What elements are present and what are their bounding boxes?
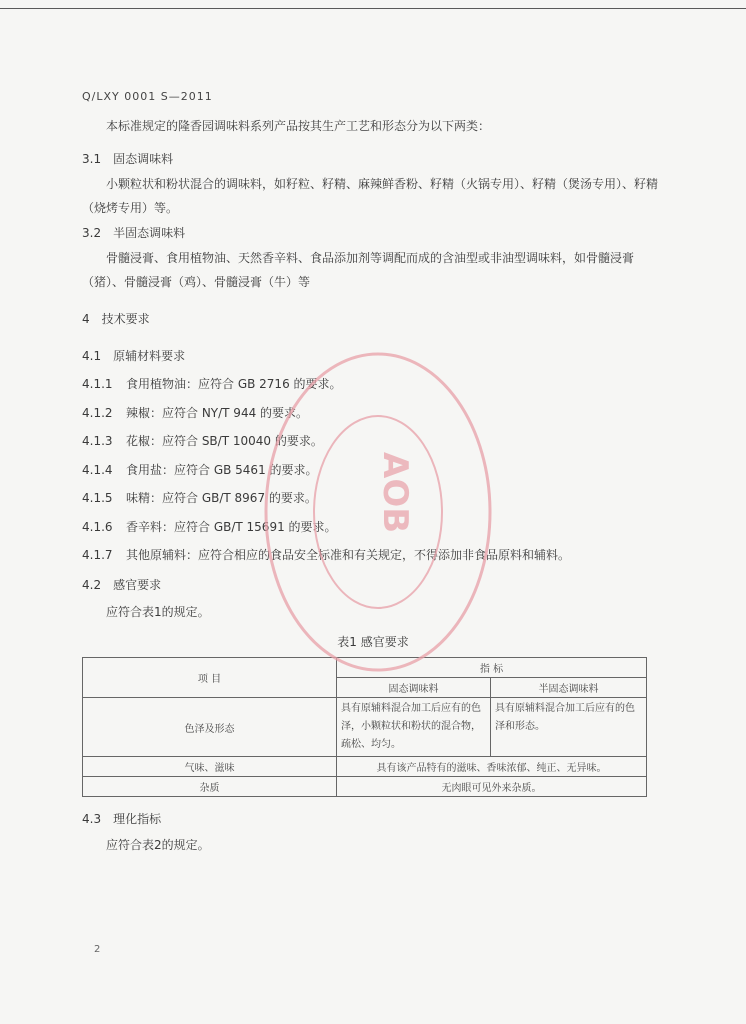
section-title: 半固态调味料 xyxy=(113,226,186,240)
section-4-2-text: 应符合表1的规定。 xyxy=(106,605,210,619)
clause-4-1-7 xyxy=(82,546,570,563)
section-number: 3.1 xyxy=(82,152,102,166)
clause-number: 4.1.5 xyxy=(82,491,113,505)
table-row xyxy=(83,698,647,757)
clause-number: 4.1.4 xyxy=(82,463,113,477)
row-item: 杂质 xyxy=(83,777,337,797)
row-merged-value: 具有该产品特有的滋味、香味浓郁、纯正、无异味。 xyxy=(337,757,647,777)
section-3-2-text: 骨髓浸膏、食用植物油、天然香辛料、食品添加剂等调配而成的含油型或非油型调味料，如骨髓浸膏（猪）、骨髓浸膏（鸡）、骨髓浸膏（牛）等 xyxy=(82,251,635,289)
section-number: 4.3 xyxy=(82,812,102,826)
clause-number: 4.1.6 xyxy=(82,520,113,534)
clause-text: 食用植物油：应符合 GB 2716 的要求。 xyxy=(126,377,342,391)
top-rule xyxy=(0,8,746,9)
section-number: 4.1 xyxy=(82,349,102,363)
row-item: 气味、滋味 xyxy=(83,757,337,777)
clause-4-1-3 xyxy=(82,432,323,449)
seal-inner-ring xyxy=(314,416,442,608)
clause-4-1-5 xyxy=(82,489,317,506)
clause-text: 辣椒：应符合 NY/T 944 的要求。 xyxy=(126,406,309,420)
clause-text: 香辛料：应符合 GB/T 15691 的要求。 xyxy=(126,520,337,534)
table-header-row xyxy=(83,658,647,678)
section-4-heading xyxy=(82,310,150,327)
clause-number: 4.1.7 xyxy=(82,548,113,562)
header-item: 项 目 xyxy=(83,658,337,698)
intro-paragraph: 本标准规定的隆香园调味料系列产品按其生产工艺和形态分为以下两类： xyxy=(106,119,491,133)
section-title: 原辅材料要求 xyxy=(113,349,186,363)
row-item: 色泽及形态 xyxy=(83,698,337,757)
clause-4-1-6 xyxy=(82,518,337,535)
sensory-requirements-table xyxy=(82,657,647,797)
clause-4-1-4 xyxy=(82,461,318,478)
section-title: 理化指标 xyxy=(113,812,162,826)
section-number: 4 xyxy=(82,312,90,326)
table-row xyxy=(83,757,647,777)
section-title: 感官要求 xyxy=(113,578,162,592)
document-id: Q/LXY 0001 S—2011 xyxy=(82,90,213,103)
clause-text: 其他原辅料：应符合相应的食品安全标准和有关规定，不得添加非食品原料和辅料。 xyxy=(126,548,571,562)
section-number: 4.2 xyxy=(82,578,102,592)
header-semi-solid: 半固态调味料 xyxy=(491,678,647,698)
clause-text: 味精：应符合 GB/T 8967 的要求。 xyxy=(126,491,317,505)
clause-number: 4.1.1 xyxy=(82,377,113,391)
seal-text: AOB xyxy=(375,452,415,534)
clause-4-1-2 xyxy=(82,404,308,421)
section-number: 3.2 xyxy=(82,226,102,240)
clause-text: 花椒：应符合 SB/T 10040 的要求。 xyxy=(126,434,323,448)
clause-text: 食用盐：应符合 GB 5461 的要求。 xyxy=(126,463,318,477)
section-title: 固态调味料 xyxy=(113,152,174,166)
row-semi-value: 具有原辅料混合加工后应有的色泽和形态。 xyxy=(491,698,647,757)
page-number: 2 xyxy=(94,944,101,955)
header-index: 指 标 xyxy=(337,658,647,678)
section-3-1-heading xyxy=(82,150,173,167)
clause-number: 4.1.3 xyxy=(82,434,113,448)
section-4-2-heading xyxy=(82,576,161,593)
table-1-caption: 表1 感官要求 xyxy=(337,635,409,649)
table-row xyxy=(83,777,647,797)
section-4-3-text: 应符合表2的规定。 xyxy=(106,838,210,852)
section-title: 技术要求 xyxy=(101,312,150,326)
section-4-1-heading xyxy=(82,347,185,364)
section-3-2-heading xyxy=(82,224,185,241)
row-merged-value: 无肉眼可见外来杂质。 xyxy=(337,777,647,797)
row-solid-value: 具有原辅料混合加工后应有的色泽，小颗粒状和粉状的混合物，疏松、均匀。 xyxy=(337,698,491,757)
section-3-1-text: 小颗粒状和粉状混合的调味料，如籽粒、籽精、麻辣鲜香粉、籽精（火锅专用）、籽精（煲汤专用）、籽精（烧烤专用）等。 xyxy=(82,177,659,215)
header-solid: 固态调味料 xyxy=(337,678,491,698)
section-4-3-heading xyxy=(82,810,161,827)
clause-4-1-1 xyxy=(82,375,342,392)
official-seal-stamp xyxy=(258,347,498,677)
clause-number: 4.1.2 xyxy=(82,406,113,420)
